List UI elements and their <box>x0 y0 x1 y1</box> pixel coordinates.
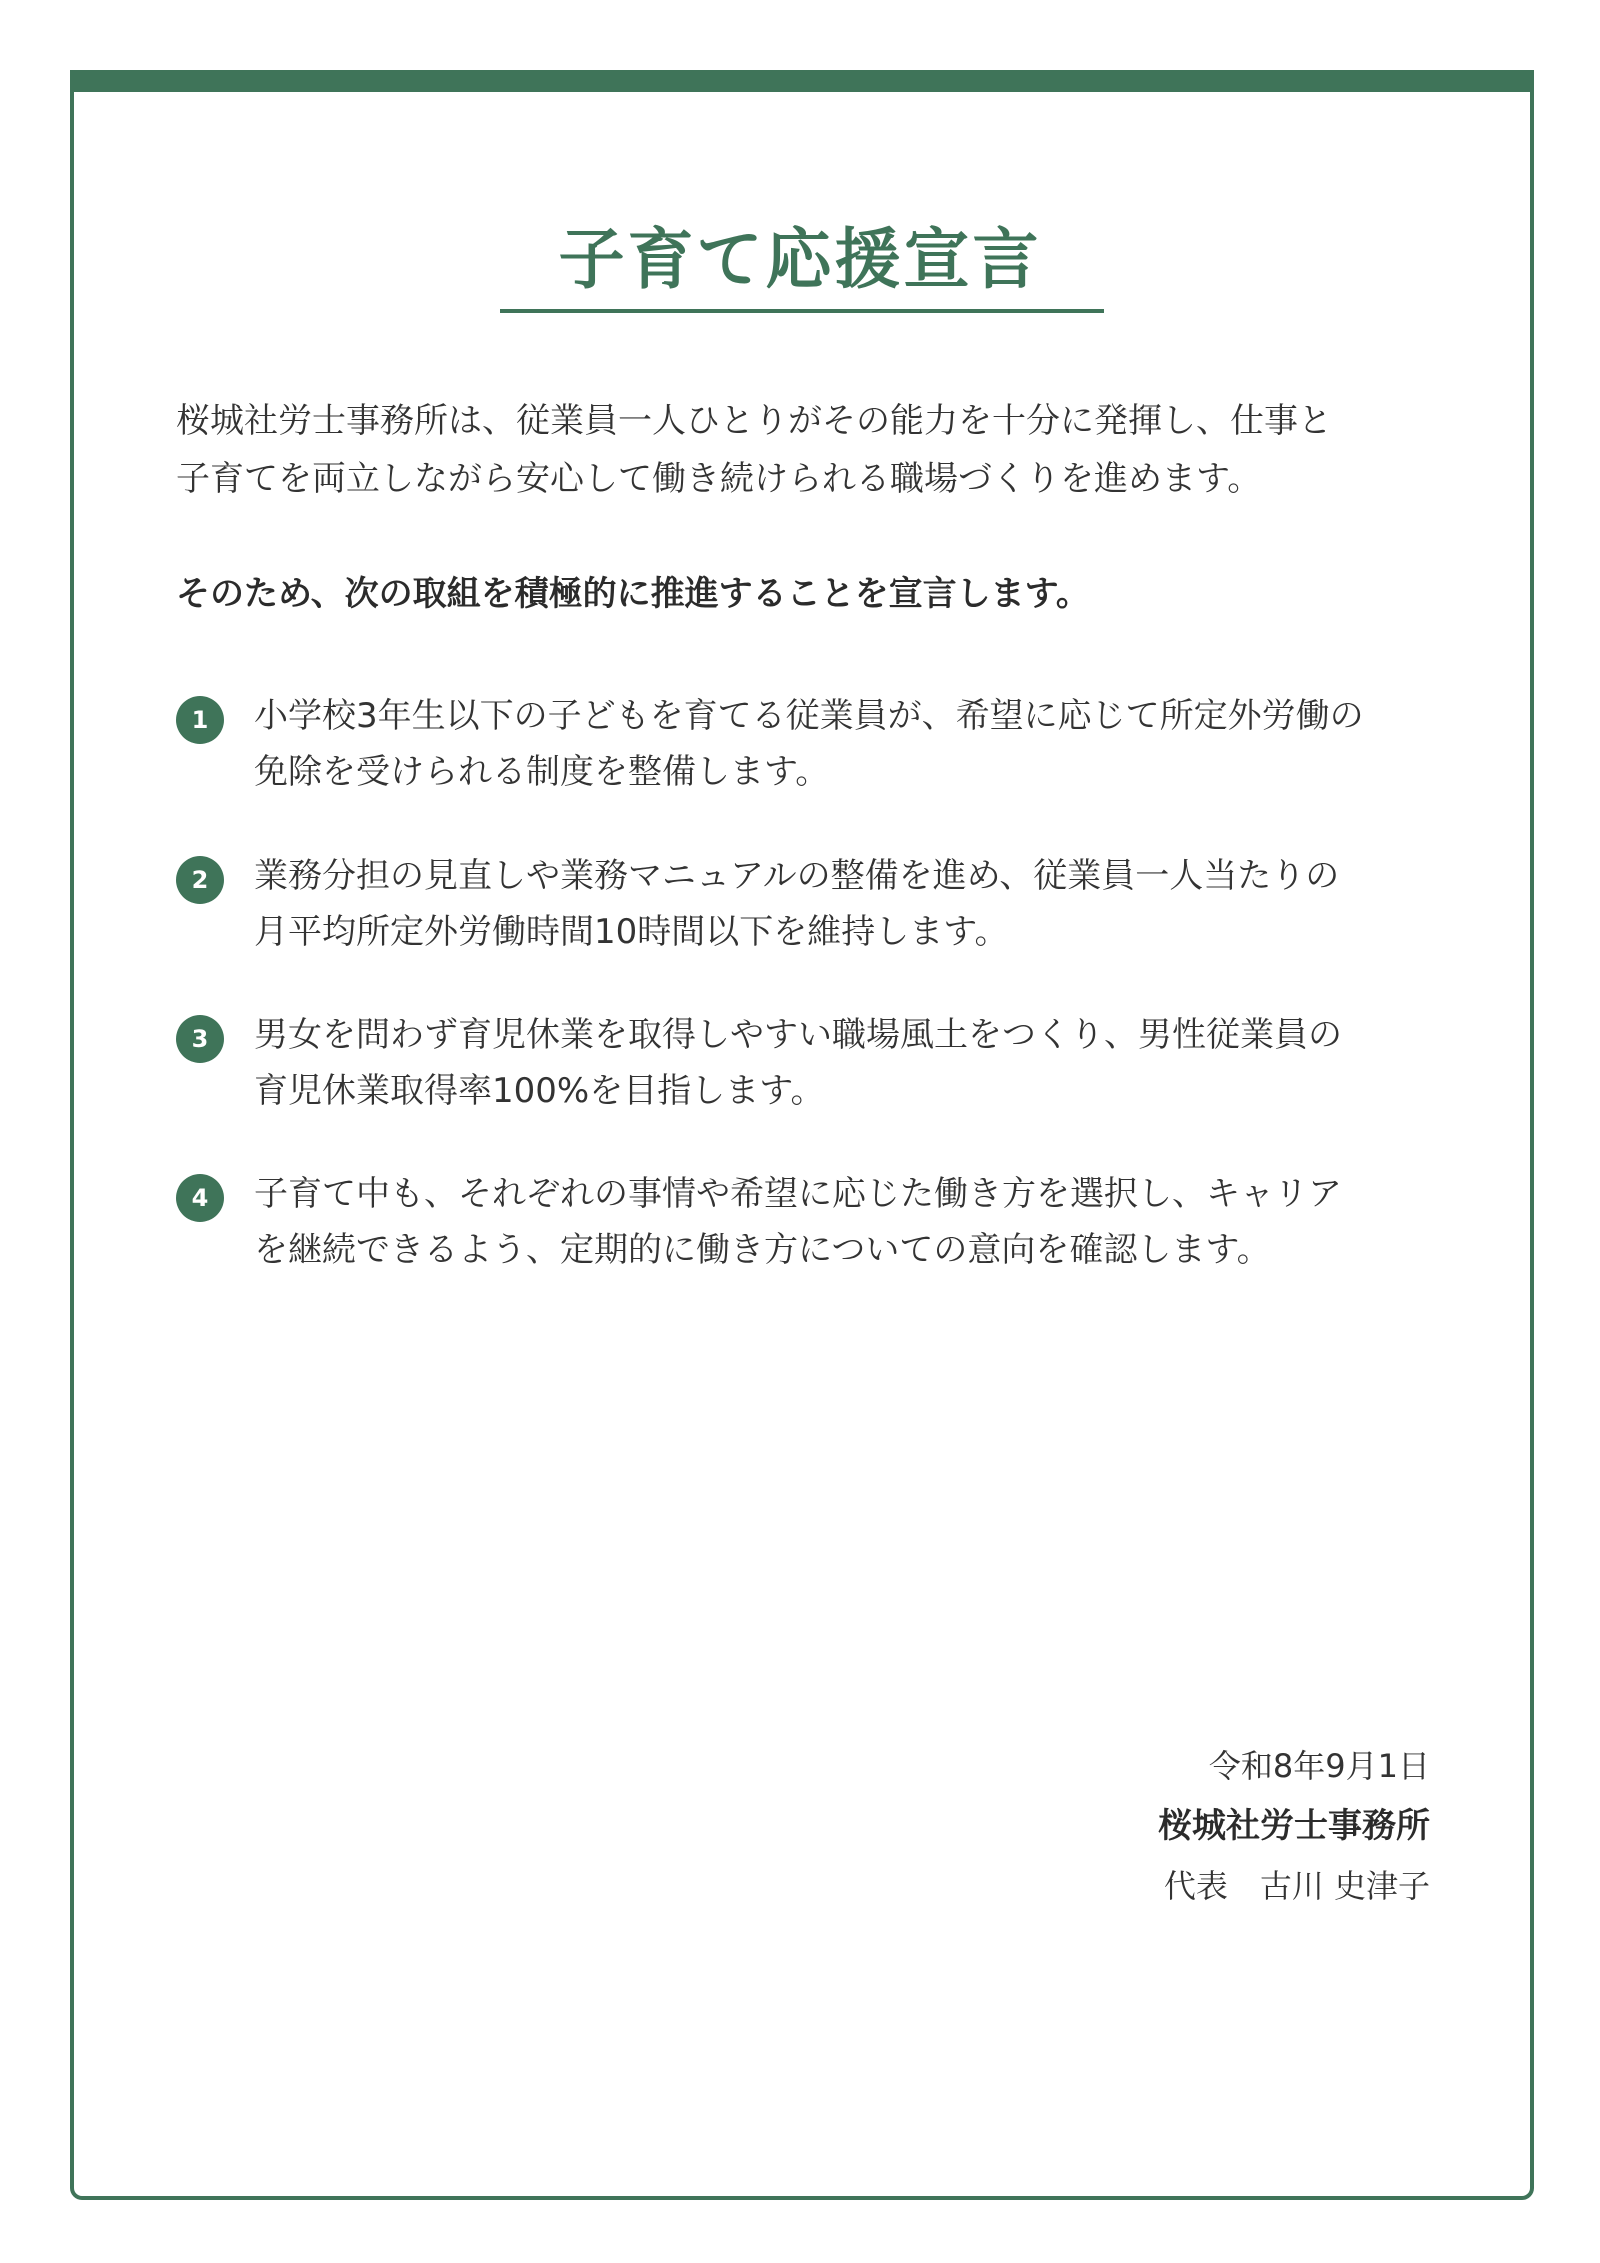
item-line-1: 子育て中も、それぞれの事情や希望に応じた働き方を選択し、キャリア <box>254 1174 1342 1214</box>
item-line-1: 男女を問わず育児休業を取得しやすい職場風土をつくり、男性従業員の <box>254 1015 1342 1055</box>
signature-block <box>1158 1736 1430 1916</box>
signature-representative: 代表 古川 史津子 <box>1163 1867 1430 1905</box>
title-underline <box>500 309 1104 313</box>
signature-organization: 桜城社労士事務所 <box>1158 1806 1430 1846</box>
intro-line-1: 桜城社労士事務所は、従業員一人ひとりがその能力を十分に発揮し、仕事と <box>176 401 1332 441</box>
item-text <box>254 1166 1424 1278</box>
declaration-statement: そのため、次の取組を積極的に推進することを宣言します。 <box>176 574 1090 614</box>
item-line-1: 業務分担の見直しや業務マニュアルの整備を進め、従業員一人当たりの <box>254 856 1340 896</box>
signature-date: 令和8年9月1日 <box>1208 1747 1430 1785</box>
intro-paragraph <box>176 392 1436 508</box>
item-line-2: 免除を受けられる制度を整備します。 <box>254 752 830 792</box>
item-text <box>254 848 1424 960</box>
document-title: 子育て応援宣言 <box>558 221 1042 298</box>
item-text <box>254 688 1424 800</box>
item-text <box>254 1007 1424 1119</box>
item-line-2: 月平均所定外労働時間10時間以下を維持します。 <box>254 912 1009 952</box>
item-number-badge: 2 <box>176 856 224 904</box>
item-number-badge: 4 <box>176 1174 224 1222</box>
item-number-badge: 1 <box>176 696 224 744</box>
item-line-2: 育児休業取得率100%を目指します。 <box>254 1071 825 1111</box>
item-line-2: を継続できるよう、定期的に働き方についての意向を確認します。 <box>254 1230 1271 1270</box>
intro-line-2: 子育てを両立しながら安心して働き続けられる職場づくりを進めます。 <box>176 459 1262 499</box>
item-line-1: 小学校3年生以下の子どもを育てる従業員が、希望に応じて所定外労働の <box>254 696 1364 736</box>
item-number-badge: 3 <box>176 1015 224 1063</box>
